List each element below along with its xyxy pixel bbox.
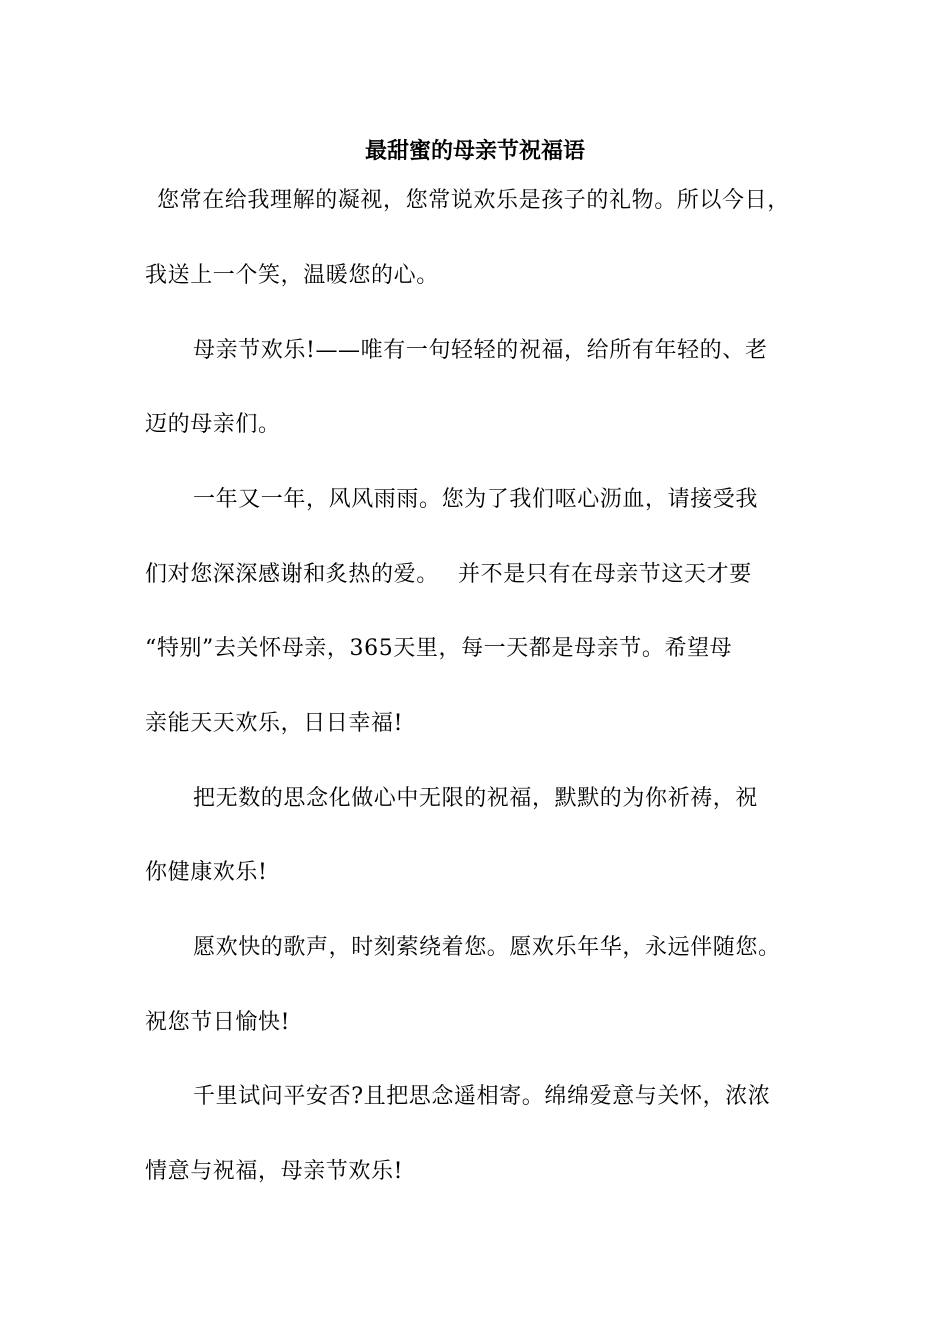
paragraph-line: 千里试问平安否?且把思念遥相寄。绵绵爱意与关怀，浓浓: [193, 1084, 771, 1109]
paragraph-line: “特别”去关怀母亲，365天里，每一天都是母亲节。希望母: [145, 636, 733, 661]
paragraph-line: 愿欢快的歌声，时刻萦绕着您。愿欢乐年华，永远伴随您。: [193, 935, 781, 960]
paragraph-line: 我送上一个笑，温暖您的心。: [145, 263, 439, 288]
paragraph-line: 把无数的思念化做心中无限的祝福，默默的为你祈祷，祝: [193, 786, 759, 811]
paragraph-line: 们对您深深感谢和炙热的爱。 并不是只有在母亲节这天才要: [145, 562, 752, 587]
paragraph-line: 情意与祝福，母亲节欢乐!: [145, 1159, 404, 1184]
paragraph-line: 母亲节欢乐!——唯有一句轻轻的祝福，给所有年轻的、老: [193, 338, 768, 363]
paragraph-line: 祝您节日愉快!: [145, 1010, 291, 1035]
document-title: 最甜蜜的母亲节祝福语: [364, 138, 585, 164]
paragraph-line: 迈的母亲们。: [145, 412, 281, 437]
paragraph-line: 您常在给我理解的凝视，您常说欢乐是孩子的礼物。所以今日，: [157, 188, 790, 213]
paragraph-line: 你健康欢乐!: [145, 860, 268, 885]
paragraph-line: 一年又一年，风风雨雨。您为了我们呕心沥血，请接受我: [193, 487, 759, 512]
paragraph-line: 亲能天天欢乐，日日幸福!: [145, 711, 404, 736]
